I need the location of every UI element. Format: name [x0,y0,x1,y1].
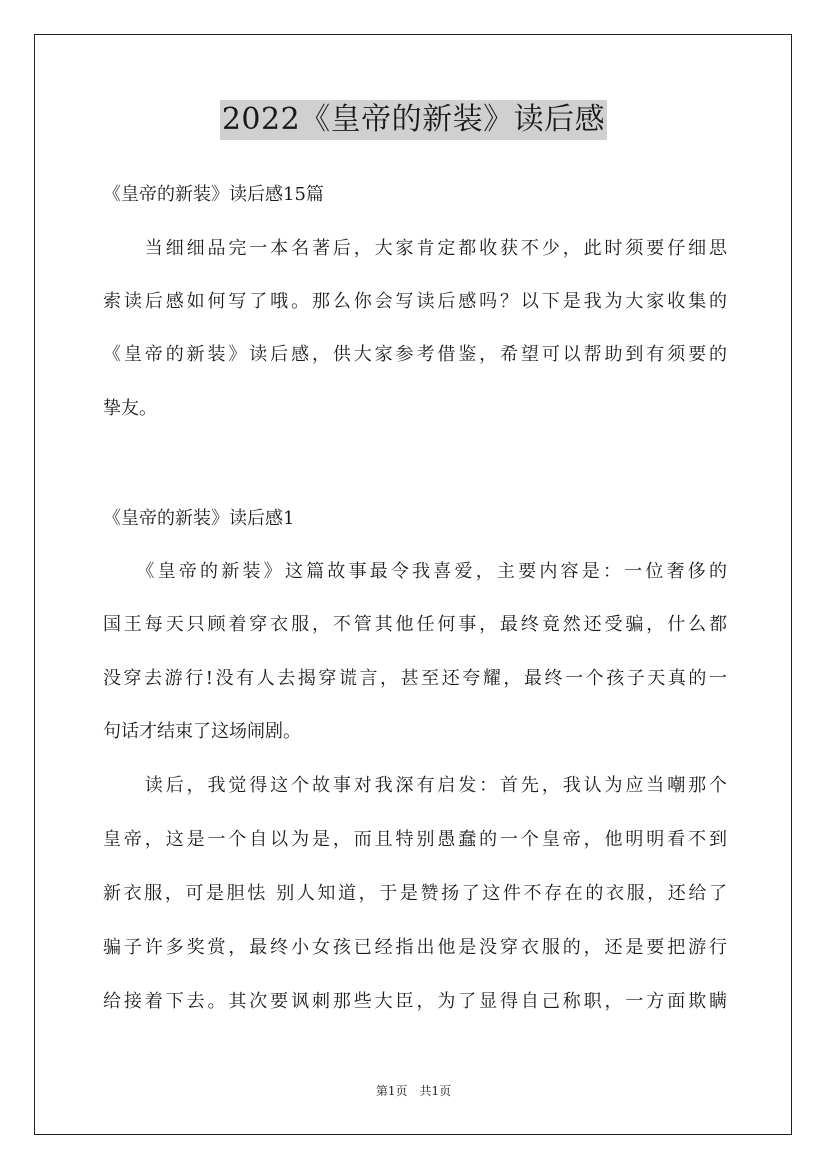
paragraph-line: 《皇帝的新装》这篇故事最令我喜爱，主要内容是：一位奢侈的 [103,561,727,582]
document-title: 2022《皇帝的新装》读后感 [220,100,607,140]
document-subtitle: 《皇帝的新装》读后感15篇 [103,184,324,205]
paragraph-line: 给接着下去。其次要讽刺那些大臣，为了显得自己称职，一方面欺瞒 [103,991,727,1012]
intro-line: 挚友。 [103,398,157,419]
page-footer: 第1页 共1页 [375,1084,452,1098]
paragraph-line: 骗子许多奖赏，最终小女孩已经指出他是没穿衣服的，还是要把游行 [103,937,727,958]
paragraph-line: 没穿去游行!没有人去揭穿谎言，甚至还夸耀，最终一个孩子天真的一 [103,668,727,689]
intro-line: 《皇帝的新装》读后感，供大家参考借鉴，希望可以帮助到有须要的 [103,344,727,365]
paragraph-line: 句话才结束了这场闹剧。 [103,721,301,742]
paragraph-line: 国王每天只顾着穿衣服，不管其他任何事，最终竟然还受骗，什么都 [103,614,727,635]
intro-line: 索读后感如何写了哦。那么你会写读后感吗？以下是我为大家收集的 [103,291,727,312]
paragraph-line: 读后，我觉得这个故事对我深有启发：首先，我认为应当嘲那个 [103,775,727,796]
paragraph-line: 皇帝，这是一个自以为是，而且特别愚蠢的一个皇帝，他明明看不到 [103,829,727,850]
title-wrapper [0,100,827,140]
paragraph-line: 新衣服，可是胆怯 别人知道，于是赞扬了这件不存在的衣服，还给了 [103,883,727,904]
section-heading: 《皇帝的新装》读后感1 [103,508,295,529]
intro-line: 当细细品完一本名著后，大家肯定都收获不少，此时须要仔细思 [103,238,727,259]
